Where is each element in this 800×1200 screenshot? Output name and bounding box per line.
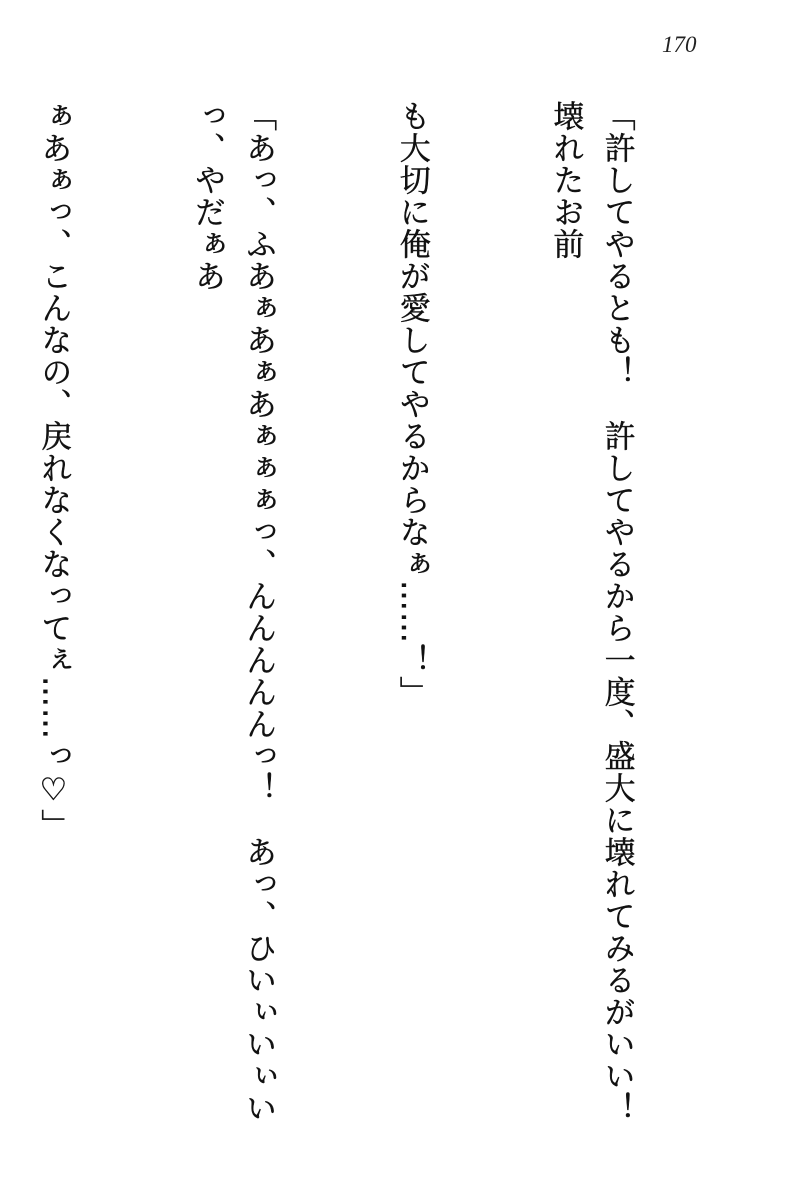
page-number: 170 xyxy=(662,32,697,57)
vertical-text-body xyxy=(0,100,744,1160)
text-line: も大切に俺が愛してやるからなぁ……！」 xyxy=(393,100,430,708)
text-line: 「許してやるとも！ 許してやるから一度、盛大に壊れてみるがいい！ 壊れたお前 xyxy=(547,100,635,1156)
text-line: ぁあぁっ、こんなの、戻れなくなってぇ……っ♡」 xyxy=(35,100,72,841)
text-line: 「あっ、ふあぁあぁあぁぁぁっ、んんんんんっ！ あっ、ひいぃいぃいっ、やだぁあ xyxy=(188,100,277,1124)
